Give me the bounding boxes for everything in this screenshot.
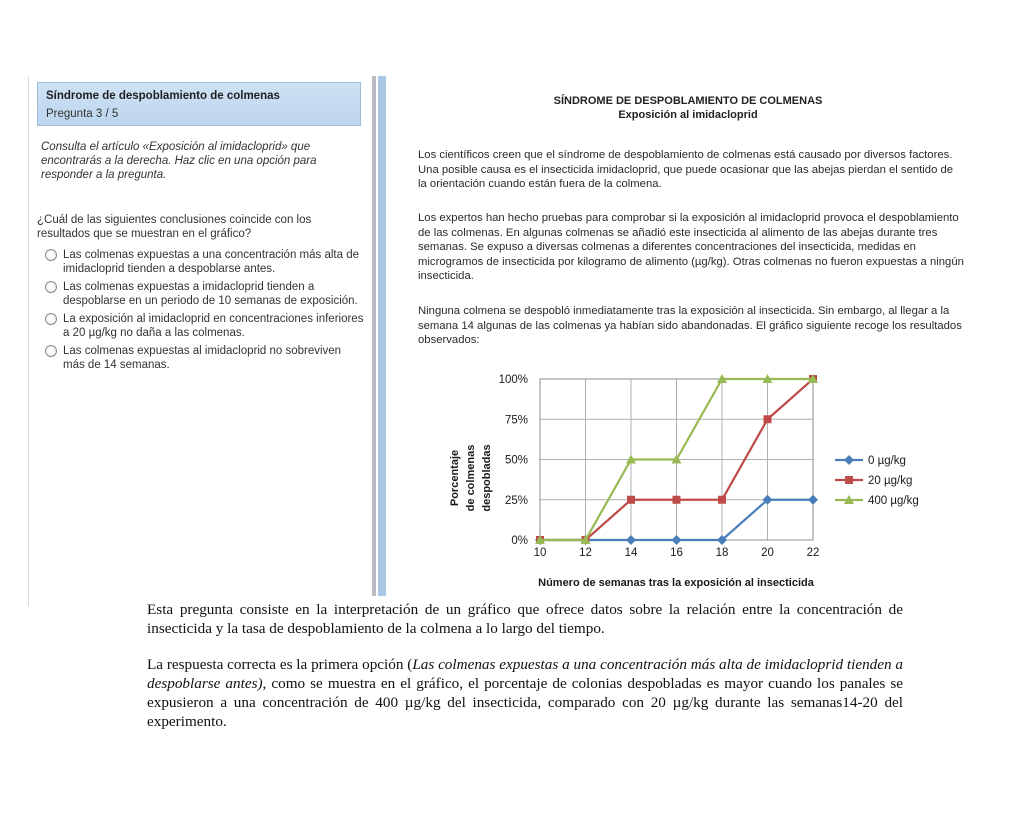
radio-button-icon[interactable] (45, 313, 57, 325)
x-tick-label: 16 (670, 547, 683, 559)
radio-button-icon[interactable] (45, 281, 57, 293)
article-title: SÍNDROME DE DESPOBLAMIENTO DE COLMENAS (553, 95, 823, 107)
answer-option-1[interactable] (45, 248, 365, 276)
data-point-series-1 (808, 495, 818, 505)
answer-option-4[interactable] (45, 344, 365, 372)
x-tick-label: 10 (533, 547, 547, 559)
data-point-series-2 (764, 415, 772, 423)
answer-option-label: Las colmenas expuestas a imidacloprid tienden a despoblarse en un periodo de 10 semanas de exposición. (63, 281, 358, 307)
x-tick-label: 14 (624, 547, 638, 559)
data-point-series-2 (673, 496, 681, 504)
explanation-quoted-answer: Las colmenas expuestas a una concentración más alta de imidacloprid tienden a despoblarse antes) (147, 656, 903, 692)
x-axis-title: Número de semanas tras la exposición al insecticida (538, 577, 814, 589)
answer-option-3[interactable] (45, 312, 365, 340)
y-tick-label: 50% (504, 454, 528, 467)
legend-marker (845, 476, 853, 484)
question-panel-header (37, 82, 361, 126)
radio-button-icon[interactable] (45, 249, 57, 261)
answer-option-label: Las colmenas expuestas al imidacloprid no sobreviven más de 14 semanas. (63, 345, 342, 371)
legend-label: 20 µg/kg (868, 475, 913, 487)
explanation-paragraph-2 (147, 655, 903, 731)
chart-ticks (499, 374, 820, 559)
explanation-text: La respuesta correcta es la primera opción ( (147, 656, 413, 673)
y-axis-title-line-1: Porcentaje (449, 449, 461, 507)
data-point-series-1 (626, 535, 636, 545)
line-chart (440, 362, 950, 594)
data-point-series-2 (718, 496, 726, 504)
y-tick-label: 100% (498, 374, 528, 386)
data-point-series-1 (672, 535, 682, 545)
y-axis-title-line-2: de colmenas (465, 444, 477, 512)
panel-divider (372, 76, 376, 596)
legend-label: 0 µg/kg (868, 455, 906, 467)
y-axis-title-line-3: despobladas (481, 444, 493, 512)
x-tick-label: 18 (715, 547, 729, 559)
article-paragraph-2: Los expertos han hecho pruebas para comprobar si la exposición al imidacloprid provoca el despoblamiento de las colmenas. En algunas colmenas se añadió este insecticida al alimento de las abejas durante tres semanas. Se expuso a diversas colmenas a diferentes concentraciones del insecticida, medidas en microgramos de insecticida por kilogramo de alimento (µg/kg). Otras colmenas no fueron expuestas a ningún insecticida. (418, 212, 964, 282)
x-tick-label: 22 (806, 547, 820, 559)
x-tick-label: 20 (761, 547, 774, 559)
instructions: Consulta el artículo «Exposición al imidacloprid» que encontrarás a la derecha. Haz clic en una opción para responder a la pregunta. (41, 141, 317, 181)
unit-title: Síndrome de despoblamiento de colmenas (46, 90, 280, 102)
panel-divider-accent[interactable] (378, 76, 386, 596)
legend-marker (844, 455, 854, 465)
y-tick-label: 25% (504, 494, 528, 507)
explanation-text: , como se muestra en el gráfico, el porcentaje de colonias despobladas es mayor cuando los panales se expusieron a una concentración de 400 µg/kg del insecticida, comparado con 20 µg/kg durante las semanas14-20 del experimento. (147, 675, 903, 730)
question-panel (28, 76, 371, 606)
radio-button-icon[interactable] (45, 345, 57, 357)
article-paragraph-3: Ninguna colmena se despobló inmediatamente tras la exposición al insecticida. Sin embargo, al llegar a la semana 14 algunas de las colmenas ya habían sido abandonadas. El gráfico siguiente recoge los resultados observados: (418, 305, 962, 346)
explanation-paragraph-1: Esta pregunta consiste en la interpretación de un gráfico que ofrece datos sobre la relación entre la concentración de insecticida y la tasa de despoblamiento de la colmena a lo largo del tiempo. (147, 601, 903, 637)
question-text: ¿Cuál de las siguientes conclusiones coincide con los resultados que se muestran en el gráfico? (37, 214, 312, 240)
answer-option-label: La exposición al imidacloprid en concentraciones inferiores a 20 µg/kg no daña a las colmenas. (63, 313, 364, 339)
answer-options (45, 248, 365, 376)
article-subtitle: Exposición al imidacloprid (618, 109, 758, 121)
legend-label: 400 µg/kg (868, 495, 919, 507)
y-tick-label: 0% (511, 535, 528, 547)
question-counter: Pregunta 3 / 5 (46, 108, 119, 120)
chart-legend (835, 455, 919, 507)
answer-option-label: Las colmenas expuestas a una concentración más alta de imidacloprid tienden a despoblarse antes. (63, 249, 359, 275)
article-paragraph-1: Los científicos creen que el síndrome de despoblamiento de colmenas está causado por diversos factores. Una posible causa es el insecticida imidacloprid, que puede ocasionar que las abejas pierdan el sentido de la orientación cuando están fuera de la colmena. (418, 149, 954, 190)
data-point-series-2 (627, 496, 635, 504)
y-tick-label: 75% (504, 414, 528, 427)
answer-option-2[interactable] (45, 280, 365, 308)
x-tick-label: 12 (579, 547, 592, 559)
